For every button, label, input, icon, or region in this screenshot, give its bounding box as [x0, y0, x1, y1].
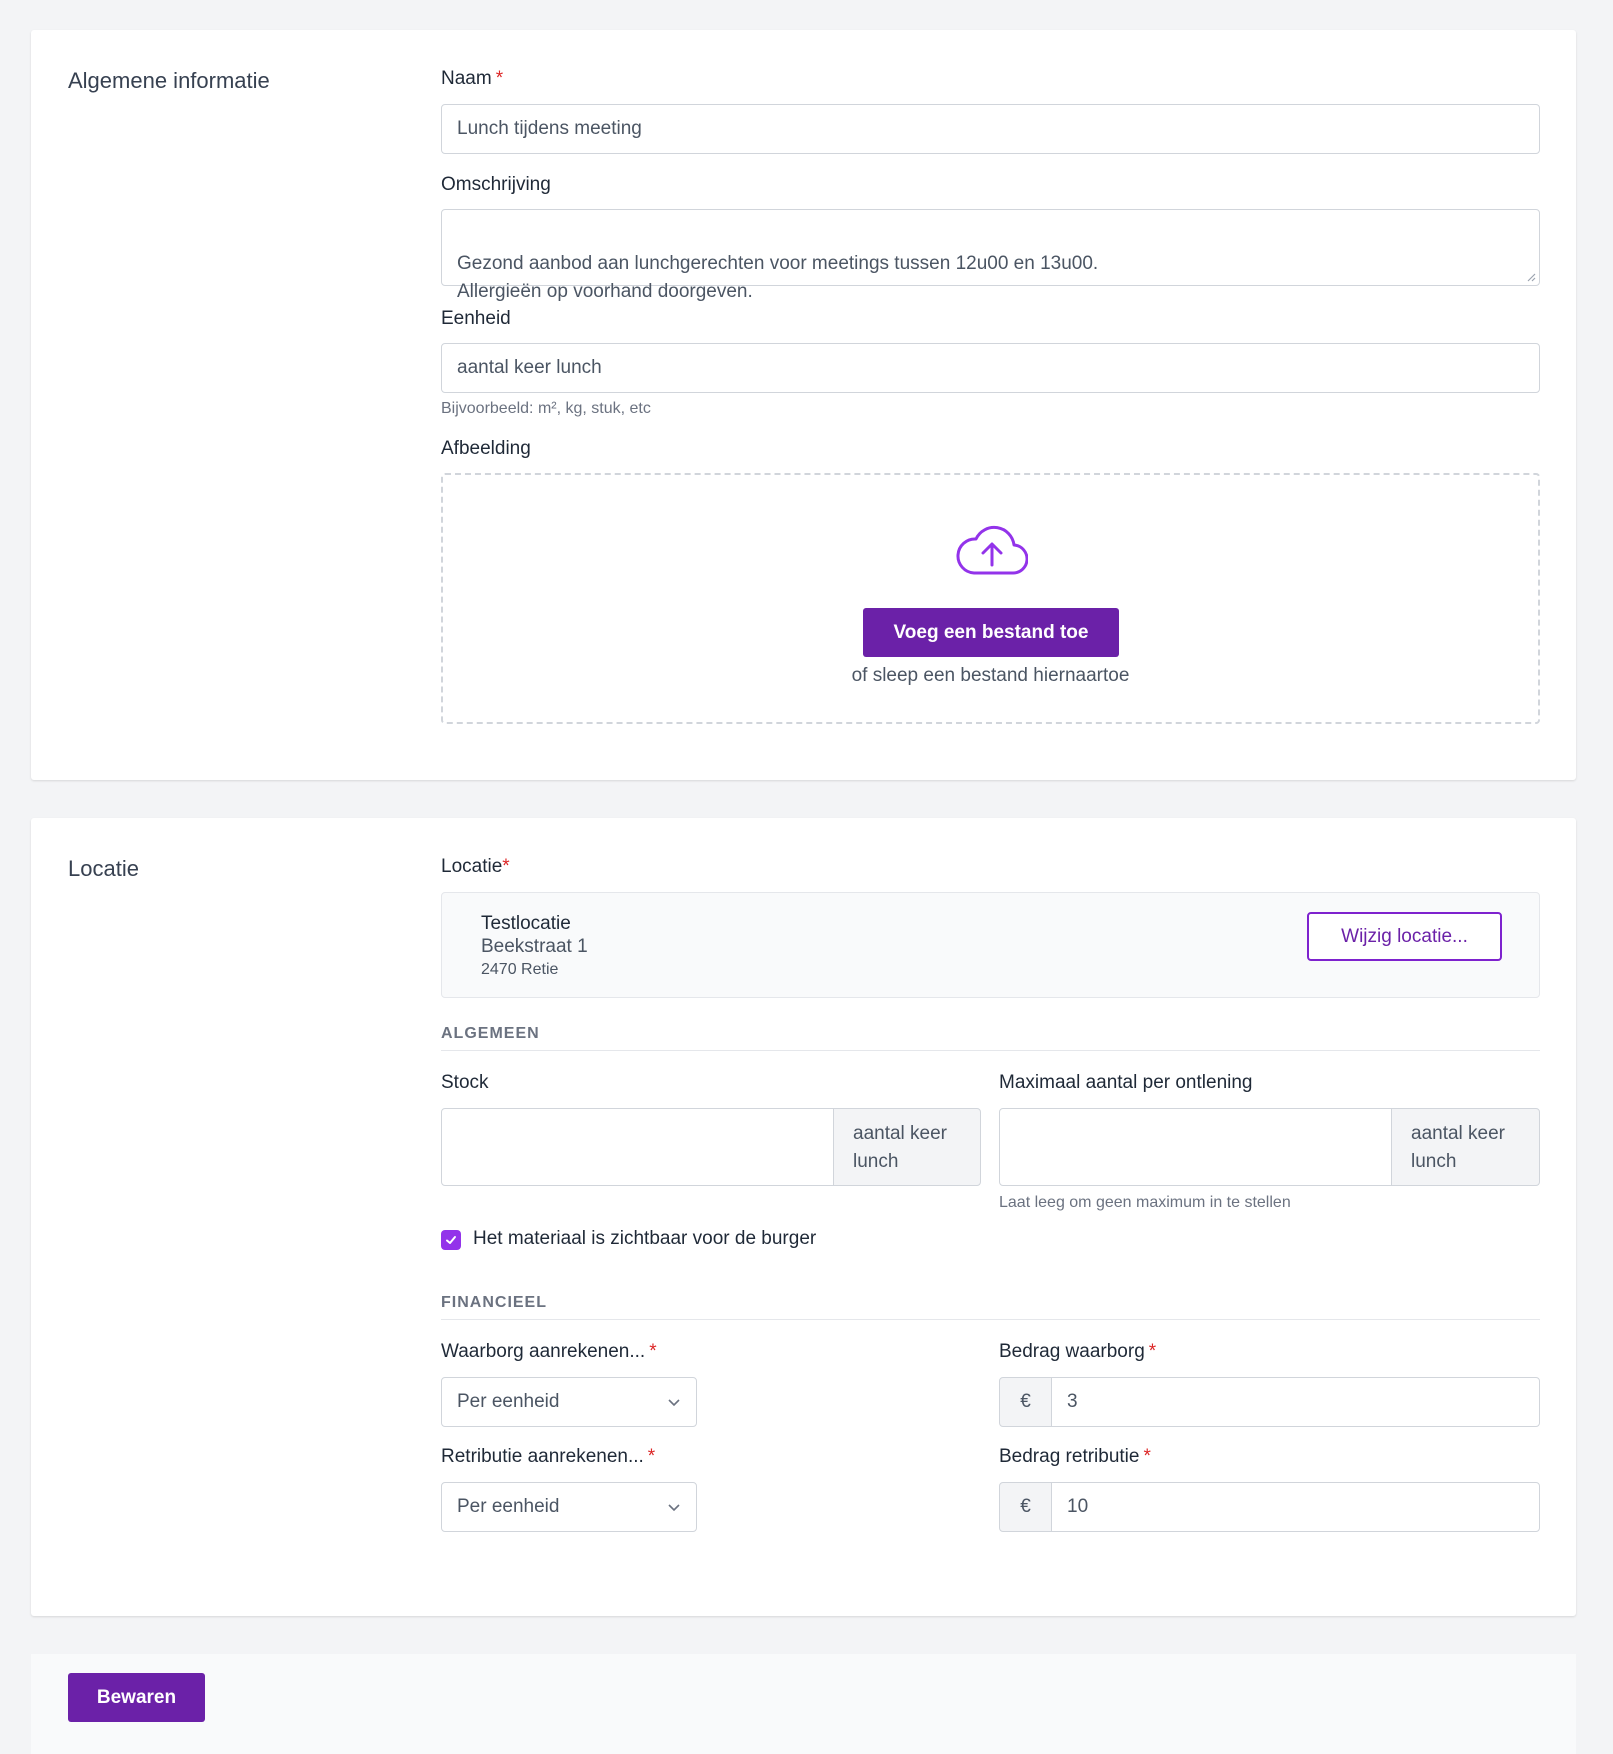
financial-divider: [441, 1319, 1540, 1320]
visible-label[interactable]: Het materiaal is zichtbaar voor de burger: [473, 1228, 817, 1249]
name-input[interactable]: Lunch tijdens meeting: [441, 104, 1540, 154]
general-info-card: [31, 30, 1576, 780]
description-text: Gezond aanbod aan lunchgerechten voor meetings tussen 12u00 en 13u00. Allergieën op voorhand doorgeven.: [457, 253, 1099, 302]
description-label: Omschrijving: [441, 174, 551, 195]
deposit-amount-label: Bedrag waarborg *: [999, 1341, 1157, 1362]
form-footer: [31, 1654, 1576, 1754]
visible-checkbox[interactable]: [441, 1230, 461, 1250]
unit-hint: Bijvoorbeeld: m², kg, stuk, etc: [441, 400, 651, 417]
location-card: [31, 818, 1576, 1616]
cloud-upload-icon: [956, 525, 1028, 577]
max-input[interactable]: [999, 1108, 1393, 1186]
location-name: Testlocatie: [481, 913, 571, 934]
deposit-charge-label: Waarborg aanrekenen... *: [441, 1341, 657, 1362]
image-dropzone[interactable]: [441, 473, 1540, 724]
check-icon: [444, 1233, 458, 1247]
fee-charge-select[interactable]: [441, 1482, 697, 1532]
section-title-location: Locatie: [68, 856, 139, 881]
max-unit-addon: aantal keer lunch: [1391, 1108, 1540, 1186]
unit-input[interactable]: aantal keer lunch: [441, 343, 1540, 393]
image-label: Afbeelding: [441, 438, 531, 459]
deposit-amount-input[interactable]: 3: [1051, 1377, 1540, 1427]
fee-charge-value: Per eenheid: [457, 1496, 560, 1517]
drop-hint: of sleep een bestand hiernaartoe: [851, 665, 1130, 686]
max-hint: Laat leeg om geen maximum in te stellen: [999, 1194, 1291, 1211]
location-box: [441, 892, 1540, 998]
fee-amount-label: Bedrag retributie *: [999, 1446, 1151, 1467]
stock-input[interactable]: [441, 1108, 835, 1186]
location-street: Beekstraat 1: [481, 936, 588, 957]
deposit-charge-value: Per eenheid: [457, 1391, 560, 1412]
section-title-general: Algemene informatie: [68, 68, 270, 93]
fee-charge-label: Retributie aanrekenen... *: [441, 1446, 656, 1467]
add-file-button[interactable]: Voeg een bestand toe: [863, 608, 1119, 657]
description-textarea[interactable]: [441, 209, 1540, 302]
location-label: Locatie*: [441, 856, 510, 877]
deposit-charge-select[interactable]: [441, 1377, 697, 1427]
name-label: Naam *: [441, 68, 504, 89]
fee-amount-input[interactable]: 10: [1051, 1482, 1540, 1532]
financial-heading: FINANCIEEL: [441, 1294, 547, 1311]
resize-grip-icon[interactable]: [1526, 272, 1536, 282]
chevron-down-icon: [668, 1502, 680, 1512]
chevron-down-icon: [668, 1397, 680, 1407]
stock-unit-addon: aantal keer lunch: [833, 1108, 981, 1186]
deposit-currency-addon: €: [999, 1377, 1052, 1427]
save-button[interactable]: Bewaren: [68, 1673, 205, 1722]
general-heading: ALGEMEEN: [441, 1025, 540, 1042]
location-city: 2470 Retie: [481, 961, 559, 978]
general-divider: [441, 1050, 1540, 1051]
stock-label: Stock: [441, 1072, 489, 1093]
unit-label: Eenheid: [441, 308, 511, 329]
max-label: Maximaal aantal per ontlening: [999, 1072, 1253, 1093]
fee-currency-addon: €: [999, 1482, 1052, 1532]
change-location-button[interactable]: Wijzig locatie...: [1307, 912, 1502, 961]
